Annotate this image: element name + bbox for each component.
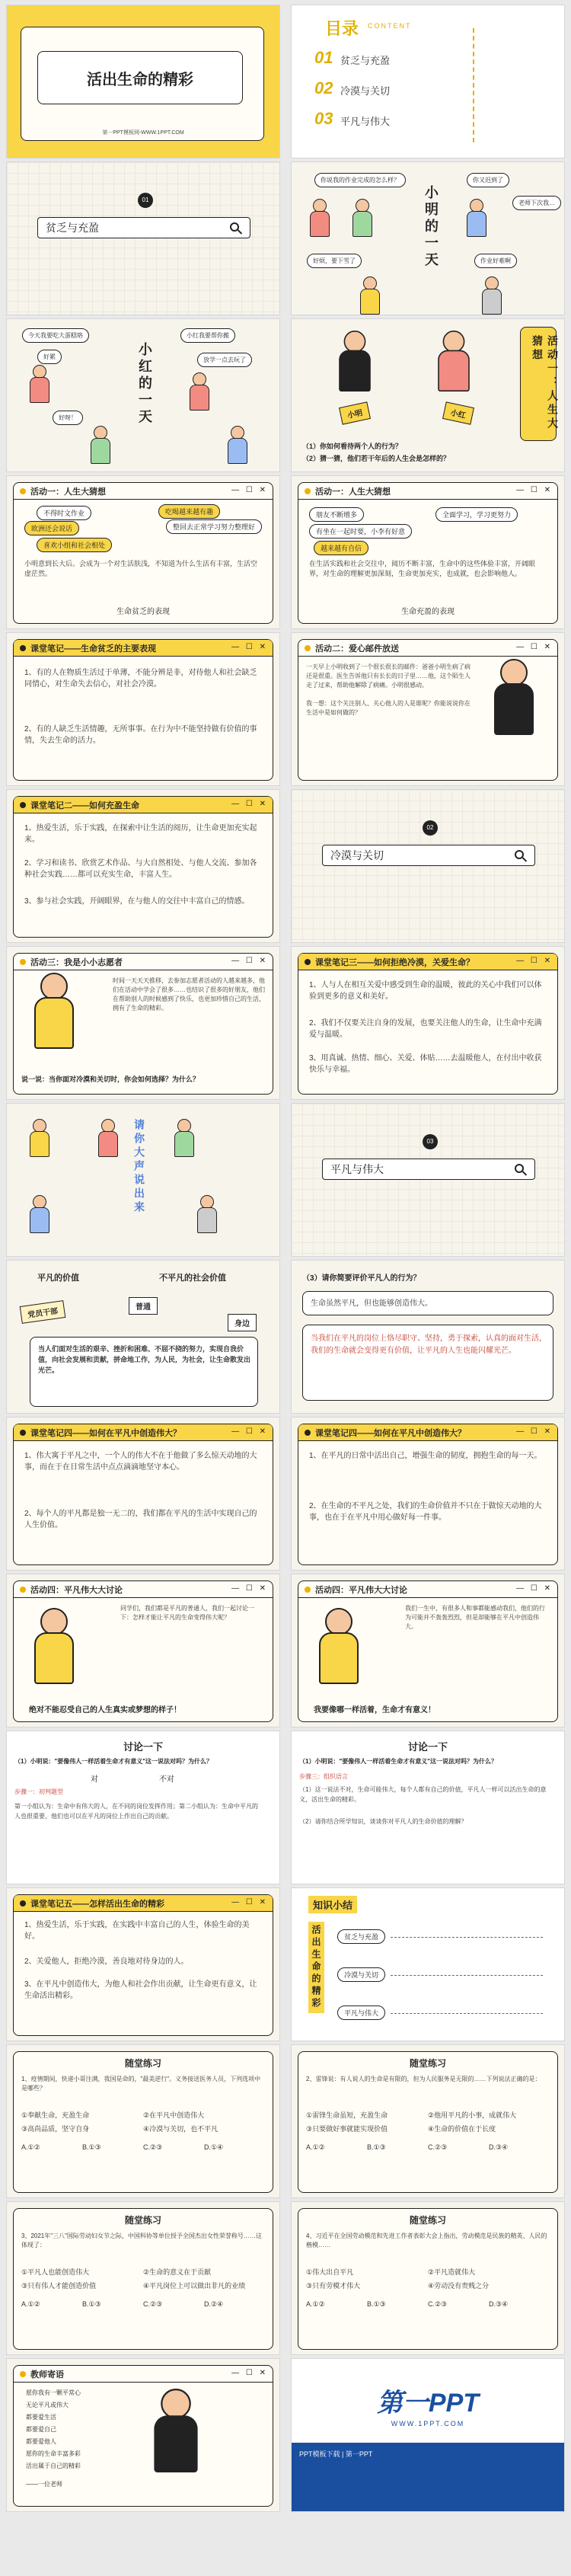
note-point-2: 2、学习和读书、欣赏艺术作品、与大自然相处、与他人交流、参加各种社会实践……都可以充实生命，丰富人生。 bbox=[24, 859, 257, 879]
slide-16[interactable] bbox=[291, 1103, 565, 1257]
card-answer: 我要像哪一样活着，生命才有意义！ bbox=[314, 1706, 435, 1715]
card-footer: 生命贫乏的表现 bbox=[116, 608, 170, 616]
exercise-title: 随堂练习 bbox=[409, 2215, 446, 2226]
note-point-2: 2、在生命的不平凡之处，我们的生命价值并不只在于做惊天动地的大事，也在于在平凡中用心做好每一件事。 bbox=[309, 1502, 542, 1522]
option-no[interactable]: 不对 bbox=[159, 1775, 174, 1784]
girl-figure bbox=[30, 365, 49, 403]
card-title: 活动四：平凡伟大大讨论 bbox=[30, 1585, 123, 1595]
slide-26[interactable] bbox=[291, 1887, 565, 2041]
card-title: 课堂笔记四——如何在平凡中创造伟大？ bbox=[30, 1428, 181, 1438]
card-text: 我们一生中，有很多人和事都能感动我们，他们的行为可能并不轰轰烈烈，但是却能够在平凡中创造伟大。 bbox=[405, 1605, 545, 1630]
section-search-text: 冷漠与关切 bbox=[330, 849, 384, 861]
exercise-question: 2、雷锋说：有人说人的生命是有限的，但为人民服务是无限的……下列说法正确的是： bbox=[306, 2076, 541, 2082]
discuss-title: 讨论一下 bbox=[123, 1741, 163, 1753]
slide-9[interactable] bbox=[6, 632, 280, 786]
answer-box-2 bbox=[302, 1325, 553, 1401]
activity-card bbox=[298, 1580, 558, 1722]
window-controls-icon[interactable]: — ☐ ✕ bbox=[516, 957, 553, 965]
card-title: 活动二：爱心邮件放送 bbox=[315, 644, 399, 654]
slide-19[interactable] bbox=[6, 1417, 280, 1571]
slide-11[interactable] bbox=[6, 789, 280, 943]
window-controls-icon[interactable]: — ☐ ✕ bbox=[231, 1898, 268, 1906]
slide-15[interactable] bbox=[6, 1103, 280, 1257]
option-yes[interactable]: 对 bbox=[91, 1775, 98, 1784]
exercise-card bbox=[298, 2051, 558, 2193]
card-title: 课堂笔记四——如何在平凡中创造伟大？ bbox=[315, 1428, 466, 1438]
side-title-card bbox=[520, 327, 557, 441]
student-figure bbox=[310, 199, 330, 237]
person-figure-4 bbox=[30, 1195, 49, 1233]
tag-ordinary: 普通 bbox=[129, 1297, 158, 1315]
bubble-3: 好累 bbox=[37, 350, 62, 364]
xiaoming-figure bbox=[339, 331, 371, 392]
card-text: 当人们面对生活的艰辛、挫折和困难、不屈不挠的努力，实现自我价值，向社会发展和贡献，拼命地工作，为人民，为社会，让生命散发出光芒。 bbox=[38, 1345, 251, 1374]
tag-5: 喜欢小组和社会相处 bbox=[37, 538, 112, 552]
slide-8[interactable] bbox=[291, 475, 565, 629]
activity-card bbox=[13, 1580, 273, 1722]
left-heading: 平凡的价值 bbox=[37, 1274, 79, 1283]
search-icon bbox=[515, 850, 524, 859]
option-d[interactable]: D.①④ bbox=[204, 2143, 224, 2151]
dot-icon bbox=[305, 1430, 311, 1436]
bubble-4: 老师下次我… bbox=[512, 196, 561, 210]
discuss-title: 讨论一下 bbox=[407, 1741, 448, 1753]
exercise-card bbox=[298, 2208, 558, 2350]
toc-item-1[interactable]: 贫乏与充盈 bbox=[340, 55, 391, 66]
toc-num-3: 03 bbox=[314, 109, 333, 128]
discuss-text: 第一小组认为：生命中有伟大的人，在不同的岗位发挥作用；第二小组认为：生命中平凡的人也很重要，他们也可以在平凡的岗位上作出自己的贡献。 bbox=[14, 1803, 258, 1820]
tag-2: 全面学习，学习更努力 bbox=[435, 507, 518, 522]
exercise-card bbox=[13, 2051, 273, 2193]
item-2: ②他用平凡的小事，成就伟大 bbox=[428, 2111, 517, 2119]
item-1: ①雷锋生命虽短，充盈生命 bbox=[306, 2111, 388, 2119]
note-card bbox=[13, 1894, 273, 2036]
window-controls-icon[interactable]: — ☐ ✕ bbox=[516, 643, 553, 651]
dot-icon bbox=[305, 645, 311, 651]
note-point-1: 1、伟大寓于平凡之中，一个人的伟大不在于他做了多么惊天动地的大事，而在于在日常生活中点点滴滴地坚守本心。 bbox=[24, 1452, 257, 1472]
slide-21[interactable] bbox=[6, 1574, 280, 1727]
slide-30[interactable] bbox=[291, 2201, 565, 2355]
vertical-title: 请你大声说出来 bbox=[133, 1119, 145, 1215]
card-title: 教师寄语 bbox=[30, 2370, 64, 2379]
slide-title: 活出生命的精彩 bbox=[87, 72, 193, 88]
answer-2: （2）请你结合所学知识，谈谈你对平凡人的生命价值的理解？ bbox=[299, 1818, 467, 1825]
dot-icon bbox=[20, 1430, 26, 1436]
note-card bbox=[13, 796, 273, 938]
slide-17[interactable] bbox=[6, 1260, 280, 1414]
section-search-box[interactable] bbox=[37, 217, 250, 238]
slide-3[interactable] bbox=[6, 161, 280, 315]
slide-2[interactable] bbox=[291, 5, 565, 158]
volunteer-figure bbox=[34, 973, 74, 1049]
step-label: 步骤三：组织语言 bbox=[299, 1773, 348, 1780]
card-text: 一天早上小明收到了一个很长很长的邮件：爸爸小明生病了病还是很重。医生告诉他只有长长的日子里……他，这个陌生人走了过来，帮助他解除了病痛。小明很感动。 我一想：这个关注别人、关心他人的人是谁呢？你能说说你在生活中是如何做的？ bbox=[306, 663, 471, 716]
item-3: ③只有伟人才能创造价值 bbox=[21, 2282, 97, 2290]
note-point-1: 1、人与人在相互关爱中感受到生命的温暖，彼此的关心中我们可以体验到更多的意义和美好。 bbox=[309, 981, 542, 1001]
dot-icon bbox=[305, 959, 311, 965]
exercise-title: 随堂练习 bbox=[124, 2215, 161, 2226]
slide-32[interactable] bbox=[291, 2358, 565, 2512]
card-text: 同学们，我们都是平凡的普通人，我们一起讨论一下：怎样才能让平凡的生命变得伟大呢？ bbox=[120, 1605, 254, 1621]
tag-5: 越来越有自信 bbox=[314, 541, 368, 555]
summary-center: 活出生命的精彩 bbox=[308, 1922, 324, 2013]
note-point-3: 3、用真诚、热情、细心、关爱、体贴……去温暖他人，在付出中收获快乐与幸福。 bbox=[309, 1054, 542, 1074]
item-2: ②生命的意义在于贡献 bbox=[143, 2268, 212, 2276]
poem-line-1: 愿你我有一颗平常心 bbox=[26, 2389, 81, 2396]
option-a[interactable]: A.①② bbox=[306, 2143, 325, 2151]
exercise-card bbox=[13, 2208, 273, 2350]
slide-29[interactable] bbox=[6, 2201, 280, 2355]
option-d[interactable]: D.③④ bbox=[489, 2300, 509, 2308]
student-figure-3 bbox=[360, 276, 380, 315]
window-controls-icon[interactable]: — ☐ ✕ bbox=[231, 1427, 268, 1436]
question-text: （3）请你简要评价平凡人的行为？ bbox=[302, 1274, 421, 1283]
bubble-1: 你说我的作业完成的怎么样？ bbox=[314, 173, 406, 187]
friend-figure-2 bbox=[228, 426, 247, 464]
dot-icon bbox=[20, 1587, 26, 1593]
bubble-7: 好烦，要下雪了 bbox=[307, 254, 362, 268]
toc-decor bbox=[473, 28, 549, 142]
option-b[interactable]: B.①③ bbox=[82, 2143, 101, 2151]
dot-icon bbox=[20, 2371, 26, 2377]
student-figure-2 bbox=[467, 199, 486, 237]
dot-icon bbox=[20, 1900, 26, 1906]
bubble-5: 放学一点去玩了 bbox=[197, 353, 252, 367]
note-point-3: 3、参与社会实践，开阔眼界，在与他人的交往中丰富自己的情感。 bbox=[24, 897, 250, 906]
exercise-question: 3、2021年"三八"国际劳动妇女节之际，中国科协等单位授予全国杰出女性荣誉称号……这体现了： bbox=[21, 2232, 262, 2248]
slide-13[interactable] bbox=[6, 946, 280, 1100]
option-b[interactable]: B.①③ bbox=[82, 2300, 101, 2308]
slide-28[interactable] bbox=[291, 2044, 565, 2198]
title-frame bbox=[37, 51, 243, 104]
brand-url: WWW.1PPT.COM bbox=[391, 2420, 465, 2427]
tag-4: 整回去正常学习努力整理好 bbox=[166, 519, 262, 534]
note-card bbox=[298, 953, 558, 1095]
bubble-3: 你又迟到了 bbox=[467, 173, 509, 187]
dot-icon bbox=[305, 488, 311, 494]
card-footer: 生命充盈的表现 bbox=[401, 608, 455, 616]
card-text: 时间一天天天推移，去参加志愿者活动的人越来越多，他们在活动中学会了很多……也结识了很多的好朋友，他们在帮助别人的时候感到了快乐，也更加珍惜自己的生活，拥有了生命的精彩。 bbox=[113, 977, 265, 1012]
dot-icon bbox=[20, 645, 26, 651]
teacher-figure bbox=[352, 199, 372, 237]
note-card bbox=[298, 1424, 558, 1565]
discuss-question: （1）小明说："要像伟人一样活着生命才有意义"这一说法对吗？为什么？ bbox=[299, 1758, 498, 1765]
section-search-text: 贫乏与充盈 bbox=[46, 222, 99, 234]
card-question: 说一说：当你面对冷漠和关切时，你会如何选择？为什么？ bbox=[21, 1075, 200, 1083]
slide-4[interactable] bbox=[291, 161, 565, 315]
slide-25[interactable] bbox=[6, 1887, 280, 2041]
section-search-box[interactable] bbox=[322, 1159, 535, 1180]
section-search-text: 平凡与伟大 bbox=[330, 1163, 384, 1175]
side-title: 活动一：人生大猜想 bbox=[531, 335, 559, 431]
item-1: ①奉献生命，充盈生命 bbox=[21, 2111, 90, 2119]
meditate-figure bbox=[34, 1608, 74, 1684]
friend-figure bbox=[91, 426, 110, 464]
poem-line-2: 无论平凡或伟大 bbox=[26, 2402, 69, 2408]
answer-2: 当我们在平凡的岗位上恪尽职守、坚持，勇于探索，认真的面对生活，我们的生命就会变得更有价值，让平凡的人生也能闪耀光芒。 bbox=[311, 1334, 547, 1355]
person-figure-2 bbox=[98, 1119, 118, 1157]
vertical-title: 小红的一天 bbox=[137, 342, 152, 426]
section-number: 03 bbox=[423, 1134, 438, 1149]
toc-num-2: 02 bbox=[314, 78, 333, 97]
card-title: 课堂笔记五——怎样活出生命的精彩 bbox=[30, 1899, 164, 1909]
tag-party-member: 党员干部 bbox=[20, 1300, 66, 1324]
dot-icon bbox=[305, 1587, 311, 1593]
step-label: 步骤一：初判题型 bbox=[14, 1788, 63, 1795]
meditate-figure bbox=[319, 1608, 359, 1684]
tag-nearby: 身边 bbox=[228, 1314, 257, 1331]
brand-logo: 第一PPT bbox=[376, 2389, 480, 2418]
option-c[interactable]: C.②③ bbox=[428, 2300, 448, 2308]
option-d[interactable]: D.③④ bbox=[489, 2143, 509, 2151]
discuss-question: （1）小明说："要像伟人一样活着生命才有意义"这一说法对吗？为什么？ bbox=[14, 1758, 213, 1765]
option-c[interactable]: C.②③ bbox=[428, 2143, 448, 2151]
slide-14[interactable] bbox=[291, 946, 565, 1100]
slide-18[interactable] bbox=[291, 1260, 565, 1414]
student-figure-4 bbox=[482, 276, 502, 315]
window-controls-icon[interactable]: — ☐ ✕ bbox=[516, 486, 553, 494]
slide-6[interactable] bbox=[291, 318, 565, 472]
card-title: 活动三：我是小小志愿者 bbox=[30, 957, 123, 967]
option-a[interactable]: A.①② bbox=[21, 2143, 40, 2151]
card-title: 课堂笔记——生命贫乏的主要表现 bbox=[30, 644, 156, 654]
poem-line-6: 愿你的生命丰富多彩 bbox=[26, 2450, 81, 2457]
section-number: 01 bbox=[138, 193, 153, 208]
note-point-1: 1、在平凡的日常中活出自己，增强生命的韧度，拥抱生命的每一天。 bbox=[309, 1452, 542, 1460]
poem-line-7: 活出属于自己的精彩 bbox=[26, 2463, 81, 2469]
window-controls-icon[interactable]: — ☐ ✕ bbox=[231, 1584, 268, 1593]
slide-24[interactable] bbox=[291, 1731, 565, 1884]
card-title: 活动一：人生大猜想 bbox=[315, 487, 391, 497]
tag-3: 欧洲还会说话 bbox=[24, 521, 79, 535]
search-icon bbox=[230, 222, 239, 232]
item-4: ④平凡岗位上可以做出非凡的业绩 bbox=[143, 2282, 246, 2290]
search-icon bbox=[515, 1164, 524, 1173]
bubble-2: 小红我要帮你搬 bbox=[180, 328, 235, 343]
item-4: ④冷漠与关切，也不平凡 bbox=[143, 2125, 219, 2133]
poem-line-4: 都要爱自己 bbox=[26, 2426, 56, 2433]
slide-23[interactable] bbox=[6, 1731, 280, 1884]
activity-card bbox=[13, 482, 273, 624]
note-point-2: 2、每个人的平凡都是独一无二的，我们都在平凡的生活中实现自己的人生价值。 bbox=[24, 1510, 257, 1529]
poem-line-8: ——一位老师 bbox=[26, 2481, 62, 2488]
card-title: 课堂笔记二——如何充盈生命 bbox=[30, 801, 139, 810]
person-figure-5 bbox=[197, 1195, 217, 1233]
window-controls-icon[interactable]: — ☐ ✕ bbox=[516, 1584, 553, 1593]
poem-line-5: 都要爱他人 bbox=[26, 2438, 56, 2445]
section-search-box[interactable] bbox=[322, 845, 535, 866]
bubble-1: 今天我要吃大蛋糕咯 bbox=[22, 328, 89, 343]
tag-1: 不得时文作业 bbox=[37, 506, 91, 520]
note-point-3: 3、在平凡中创造伟大，为他人和社会作出贡献，让生命更有意义，让生命活出精彩。 bbox=[24, 1980, 257, 2000]
option-b[interactable]: B.①③ bbox=[367, 2300, 386, 2308]
toc-item-2[interactable]: 冷漠与关切 bbox=[340, 85, 391, 97]
toc-item-3[interactable]: 平凡与伟大 bbox=[340, 116, 391, 127]
activity-card bbox=[13, 953, 273, 1095]
option-c[interactable]: C.②③ bbox=[143, 2143, 163, 2151]
item-3: ③高尚品质，坚守自身 bbox=[21, 2125, 90, 2133]
item-1: ①伟大出自平凡 bbox=[306, 2268, 354, 2276]
card-title: 活动一：人生大猜想 bbox=[30, 487, 106, 497]
card-text: 小明意到长大后。会成为一个对生活肤浅，不知道为什么生活有丰富，生活空虚茫然。 bbox=[24, 560, 258, 577]
slide-20[interactable] bbox=[291, 1417, 565, 1571]
branch-3: 平凡与伟大 bbox=[337, 2006, 385, 2020]
option-d[interactable]: D.②④ bbox=[204, 2300, 224, 2308]
slide-12[interactable] bbox=[291, 789, 565, 943]
toc-heading: 目录 bbox=[325, 19, 359, 38]
summary-title: 知识小结 bbox=[308, 1896, 357, 1913]
label-xiaohong: 小红 bbox=[442, 401, 474, 424]
window-controls-icon[interactable]: — ☐ ✕ bbox=[516, 1427, 553, 1436]
slide-1[interactable] bbox=[6, 5, 280, 158]
toc-sub: CONTENT bbox=[368, 22, 412, 30]
option-a[interactable]: A.①② bbox=[306, 2300, 325, 2308]
exercise-title: 随堂练习 bbox=[124, 2058, 161, 2069]
tag-3: 有坐在一起时要，小李有好意 bbox=[309, 524, 412, 539]
slide-22[interactable] bbox=[291, 1574, 565, 1727]
card-title: 课堂笔记三——如何拒绝冷漠，关爱生命？ bbox=[315, 957, 474, 967]
branch-line-1 bbox=[391, 1937, 543, 1938]
note-point-2: 2、有的人缺乏生活情趣，无所事事。在行为中不能坚持做有价值的事情，失去生命的活力。 bbox=[24, 725, 257, 745]
person-figure-1 bbox=[30, 1119, 49, 1157]
answer-1: 生命虽然平凡，但也能够创造伟大。 bbox=[311, 1299, 432, 1308]
slide-27[interactable] bbox=[6, 2044, 280, 2198]
answer-box-1 bbox=[302, 1291, 553, 1315]
item-2: ②在平凡中创造伟大 bbox=[143, 2111, 205, 2119]
message-card bbox=[13, 2365, 273, 2507]
item-4: ④劳动没有贵贱之分 bbox=[428, 2282, 490, 2290]
branch-2: 冷漠与关切 bbox=[337, 1967, 385, 1982]
option-b[interactable]: B.①③ bbox=[367, 2143, 386, 2151]
item-3: ③只要做好事就能实现价值 bbox=[306, 2125, 388, 2133]
poem-line-3: 都要爱生活 bbox=[26, 2414, 56, 2421]
dot-icon bbox=[20, 959, 26, 965]
slide-footer: 第一PPT模板网-WWW.1PPT.COM bbox=[102, 130, 184, 136]
teacher-figure bbox=[154, 2389, 197, 2472]
question-1: （1）你如何看待两个人的行为？ bbox=[302, 443, 403, 450]
note-point-2: 2、关爱他人，拒绝冷漠，善良地对待身边的人。 bbox=[24, 1958, 189, 1966]
slide-10[interactable] bbox=[291, 632, 565, 786]
slide-31[interactable] bbox=[6, 2358, 280, 2512]
option-c[interactable]: C.②③ bbox=[143, 2300, 163, 2308]
note-card bbox=[13, 1424, 273, 1565]
branch-1: 贫乏与充盈 bbox=[337, 1929, 385, 1944]
item-4: ④生命的价值在于长度 bbox=[428, 2125, 496, 2133]
dot-icon bbox=[20, 488, 26, 494]
window-controls-icon[interactable]: — ☐ ✕ bbox=[231, 643, 268, 651]
note-point-1: 1、热爱生活，乐于实践，在实践中丰富自己的人生，体验生命的美好。 bbox=[24, 1921, 250, 1941]
activity-card bbox=[298, 482, 558, 624]
bubble-6: 好呀！ bbox=[53, 411, 83, 425]
question-2: （2）猜一猜，他们若干年后的人生会是怎样的？ bbox=[302, 455, 451, 462]
branch-line-3 bbox=[391, 2013, 543, 2014]
note-point-1: 1、热爱生活，乐于实践，在探索中让生活的阅历，让生命更加充实起来。 bbox=[24, 824, 257, 844]
exercise-title: 随堂练习 bbox=[409, 2058, 446, 2069]
section-number: 02 bbox=[423, 820, 438, 836]
exercise-question: 1、疫情期间，快递小哥注满，我国是命的，"最美逆行"。义务接送医务人员，下列选项中是哪些？ bbox=[21, 2076, 261, 2092]
exercise-question: 4、习近平在全国劳动模范和先进工作者表彰大会上指出，劳动模范是民族的精英、人民的楷模…… bbox=[306, 2232, 547, 2248]
value-card bbox=[30, 1337, 258, 1407]
slide-5[interactable] bbox=[6, 318, 280, 472]
note-point-2: 2、我们不仅要关注自身的发展，也要关注他人的生命，让生命中充满爱与温暖。 bbox=[309, 1019, 542, 1039]
window-controls-icon[interactable]: — ☐ ✕ bbox=[231, 957, 268, 965]
girl-figure-2 bbox=[190, 372, 209, 411]
item-2: ②平凡造就伟大 bbox=[428, 2268, 476, 2276]
window-controls-icon[interactable]: — ☐ ✕ bbox=[231, 2369, 268, 2377]
item-3: ③只有劳模才伟大 bbox=[306, 2282, 361, 2290]
window-controls-icon[interactable]: — ☐ ✕ bbox=[231, 486, 268, 494]
toc-num-1: 01 bbox=[314, 48, 333, 67]
branch-line-2 bbox=[391, 1975, 543, 1976]
note-point-1: 1、有的人在物质生活过于单薄，不能分辨是非，对待他人和社会缺乏同情心，对生命失去信心，对社会冷漠。 bbox=[24, 669, 257, 689]
item-1: ①平凡人也能创造伟大 bbox=[21, 2268, 90, 2276]
tag-2: 吃喝越来越有趣 bbox=[158, 504, 220, 519]
person-figure-3 bbox=[174, 1119, 194, 1157]
option-a[interactable]: A.①② bbox=[21, 2300, 40, 2308]
brand-footer[interactable]: PPT模板下载 | 第一PPT bbox=[299, 2450, 373, 2458]
vertical-title: 小明的一天 bbox=[423, 185, 439, 269]
tag-1: 朋友不断增多 bbox=[309, 507, 364, 522]
card-text: 在生活实践和社会交往中，阅历不断丰富，生命中的这些体验丰富，开阔眼界，对生命的理解更加深刻，生命更加充实，也成就，也会影响他人。 bbox=[309, 560, 536, 577]
slide-7[interactable] bbox=[6, 475, 280, 629]
bubble-6: 作业好难啊 bbox=[474, 254, 517, 268]
card-answer: 绝对不能忍受自己的人生真实或梦想的样子！ bbox=[29, 1706, 181, 1715]
xiaohong-figure bbox=[438, 331, 470, 392]
label-xiaoming: 小明 bbox=[339, 401, 371, 424]
window-controls-icon[interactable]: — ☐ ✕ bbox=[231, 800, 268, 808]
answer-1: （1）这一说法不对，生命可能伟大，每个人都有自己的价值，平凡人一样可以活出生命的意义，活出生命的精彩。 bbox=[299, 1786, 547, 1803]
note-card bbox=[13, 639, 273, 781]
activity-card bbox=[298, 639, 558, 781]
person-figure bbox=[494, 659, 534, 735]
right-heading: 不平凡的社会价值 bbox=[159, 1274, 226, 1283]
card-title: 活动四：平凡伟大大讨论 bbox=[315, 1585, 407, 1595]
dot-icon bbox=[20, 802, 26, 808]
